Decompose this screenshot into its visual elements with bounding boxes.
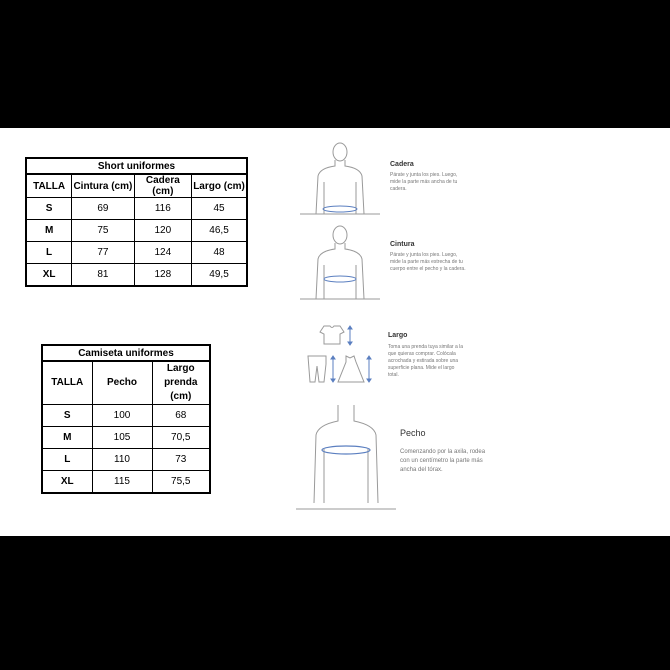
hip-guide-text: Párate y junta los pies. Luego, mide la parte más ancha de tu cadera. — [390, 172, 458, 192]
column-header: TALLA — [42, 361, 92, 405]
table-cell: 110 — [92, 449, 152, 471]
table-cell: 70,5 — [152, 427, 210, 449]
table-header-row — [26, 174, 247, 198]
table-cell: 100 — [92, 405, 152, 427]
table-row — [42, 471, 210, 494]
length-guide-title: Largo — [388, 332, 408, 339]
table-cell: 124 — [134, 242, 191, 264]
column-header: Largo prenda (cm) — [152, 361, 210, 405]
table-cell: 75,5 — [152, 471, 210, 494]
table-cell: 68 — [152, 405, 210, 427]
column-header: Cadera (cm) — [134, 174, 191, 198]
table-cell: 120 — [134, 220, 191, 242]
table-row — [42, 405, 210, 427]
waist-measure-figure-icon — [300, 225, 380, 303]
hip-guide-title: Cadera — [390, 161, 414, 168]
table-row — [26, 198, 247, 220]
camiseta-table-title: Camiseta uniformes — [42, 345, 210, 361]
column-header: TALLA — [26, 174, 72, 198]
garment-length-icon — [306, 324, 380, 386]
table-cell: 46,5 — [192, 220, 247, 242]
chest-guide-text: Comenzando por la axila, rodea con un centímetro la parte más ancha del tórax. — [400, 449, 486, 473]
table-cell: 73 — [152, 449, 210, 471]
table-cell: 116 — [134, 198, 191, 220]
table-cell: 105 — [92, 427, 152, 449]
table-cell: 48 — [192, 242, 247, 264]
table-cell: 69 — [72, 198, 134, 220]
table-row — [26, 220, 247, 242]
short-size-table — [25, 157, 248, 287]
table-cell: 75 — [72, 220, 134, 242]
size-cell: XL — [42, 471, 92, 494]
table-row — [42, 427, 210, 449]
waist-guide-title: Cintura — [390, 241, 415, 248]
size-cell: L — [26, 242, 72, 264]
size-cell: S — [26, 198, 72, 220]
table-cell: 115 — [92, 471, 152, 494]
table-cell: 81 — [72, 264, 134, 287]
size-guide-sheet — [0, 128, 670, 536]
hip-measure-figure-icon — [300, 142, 380, 218]
table-cell: 128 — [134, 264, 191, 287]
size-cell: S — [42, 405, 92, 427]
size-cell: L — [42, 449, 92, 471]
short-table-title: Short uniformes — [26, 158, 247, 174]
size-cell: M — [26, 220, 72, 242]
table-row — [26, 242, 247, 264]
table-cell: 49,5 — [192, 264, 247, 287]
chest-guide-title: Pecho — [400, 428, 426, 438]
table-cell: 77 — [72, 242, 134, 264]
size-cell: XL — [26, 264, 72, 287]
table-cell: 45 — [192, 198, 247, 220]
table-row — [42, 449, 210, 471]
length-guide-text: Toma una prenda tuya similar a la que quieras comprar. Colócala acrochada y estirada sobre una superficie plana. Mide el largo total. — [388, 344, 464, 378]
column-header: Largo (cm) — [192, 174, 247, 198]
camiseta-size-table — [41, 344, 211, 494]
column-header: Cintura (cm) — [72, 174, 134, 198]
size-cell: M — [42, 427, 92, 449]
table-header-row — [42, 361, 210, 405]
table-row — [26, 264, 247, 287]
chest-measure-figure-icon — [296, 403, 396, 513]
waist-guide-text: Párate y junta los pies. Luego, mide la parte más estrecha de tu cuerpo entre el pecho y la cadera. — [390, 252, 466, 272]
column-header: Pecho — [92, 361, 152, 405]
